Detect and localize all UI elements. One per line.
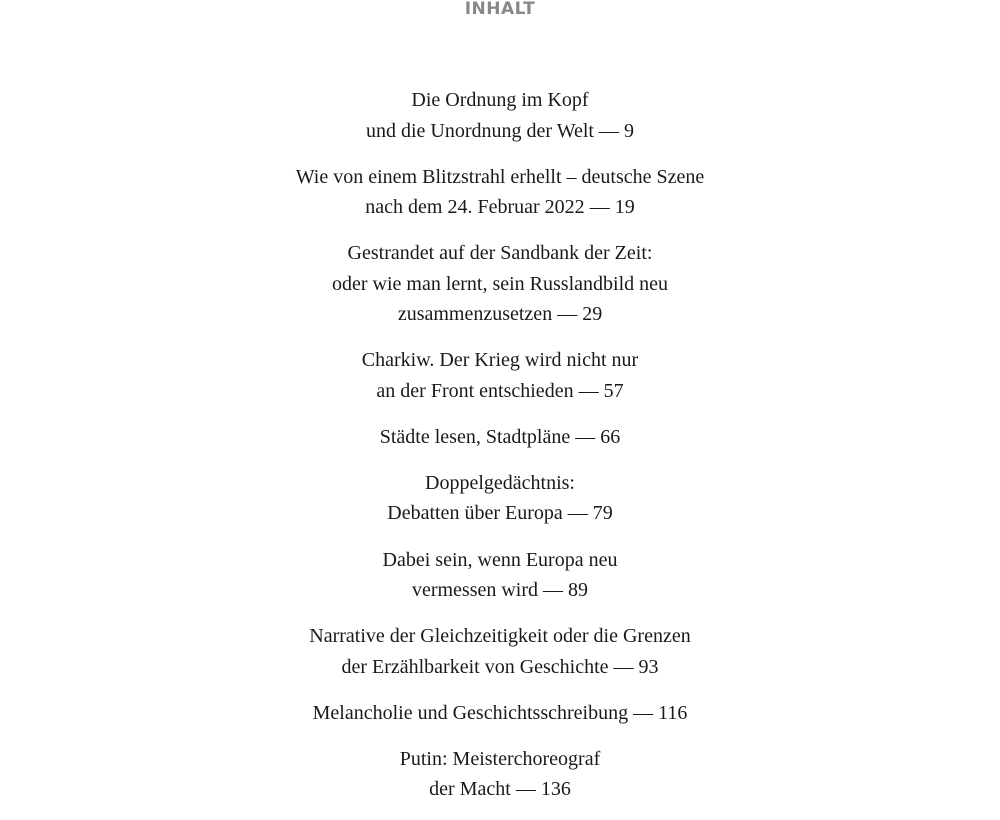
- toc-entry-title-line: [0, 345, 1000, 376]
- toc-entry[interactable]: [0, 238, 1000, 330]
- toc-entry-title-text: der Erzählbarkeit von Geschichte: [341, 655, 609, 678]
- toc-entry-title-line: [0, 545, 1000, 576]
- toc-entry[interactable]: [0, 422, 1000, 453]
- toc-separator: —: [628, 701, 659, 724]
- toc-entry-title-text: Doppelgedächtnis:: [425, 471, 575, 494]
- toc-entry-title-text: Putin: Meisterchoreograf: [399, 747, 601, 770]
- toc-entry-title-text: Melancholie und Geschichtsschreibung: [312, 701, 629, 724]
- page-title: INHALT: [464, 0, 536, 19]
- toc-entry-title-text: zusammenzusetzen: [397, 303, 553, 326]
- toc-page-number: 89: [568, 579, 589, 602]
- toc-separator: —: [573, 379, 604, 402]
- toc-entry-title-line: [0, 498, 1000, 529]
- toc-page-number: 29: [582, 303, 603, 326]
- toc-entry-title-line: [0, 422, 1000, 453]
- toc-entry-title-line: [0, 468, 1000, 499]
- toc-entry-title-text: und die Unordnung der Welt: [366, 119, 599, 142]
- toc-entry-title-line: [0, 116, 1000, 147]
- toc-separator: —: [570, 425, 601, 448]
- toc-page-number: 136: [540, 778, 571, 801]
- toc-page-number: 57: [603, 379, 624, 402]
- toc-entry[interactable]: [0, 545, 1000, 606]
- toc-entry-title-text: nach dem 24. Februar 2022: [365, 196, 585, 219]
- toc-separator: —: [510, 778, 541, 801]
- toc-entry-title-text: vermessen wird: [411, 579, 539, 602]
- toc-entry-title-line: [0, 744, 1000, 775]
- toc-page-number: 93: [638, 655, 659, 678]
- toc-entry-title-text: Narrative der Gleichzeitigkeit oder die Grenzen: [309, 625, 691, 648]
- toc-entry-title-line: [0, 162, 1000, 193]
- toc-page-number: 9: [623, 119, 634, 142]
- toc-page-number: 116: [658, 701, 688, 724]
- toc-page-number: 66: [600, 425, 621, 448]
- toc-entry-title-text: der Macht: [429, 778, 511, 801]
- toc-entry-title-line: [0, 85, 1000, 116]
- toc-page-number: 19: [614, 196, 635, 219]
- toc-separator: —: [562, 502, 593, 525]
- toc-entry-title-line: [0, 238, 1000, 269]
- toc-entry-title-text: Wie von einem Blitzstrahl erhellt – deutsche Szene: [295, 165, 705, 188]
- toc-entry[interactable]: [0, 698, 1000, 729]
- toc-entry-title-line: [0, 652, 1000, 683]
- toc-separator: —: [584, 196, 615, 219]
- toc-separator: —: [598, 119, 624, 142]
- toc-entry[interactable]: [0, 744, 1000, 805]
- table-of-contents: [0, 85, 1000, 820]
- toc-entry-title-line: [0, 621, 1000, 652]
- toc-entry[interactable]: [0, 345, 1000, 406]
- toc-entry-title-text: Dabei sein, wenn Europa neu: [382, 548, 618, 571]
- toc-entry-title-line: [0, 269, 1000, 300]
- toc-entry[interactable]: [0, 85, 1000, 146]
- toc-entry[interactable]: [0, 468, 1000, 529]
- toc-entry-title-line: [0, 192, 1000, 223]
- toc-entry[interactable]: [0, 621, 1000, 682]
- toc-entry-title-text: Die Ordnung im Kopf: [411, 89, 589, 111]
- toc-entry-title-text: an der Front entschieden: [376, 379, 574, 402]
- toc-entry-title-line: [0, 774, 1000, 805]
- toc-entry-title-text: Charkiw. Der Krieg wird nicht nur: [361, 349, 639, 372]
- toc-entry-title-text: Debatten über Europa: [387, 502, 563, 525]
- toc-entry-title-text: oder wie man lernt, sein Russlandbild neu: [331, 272, 669, 295]
- toc-entry-title-line: [0, 299, 1000, 330]
- toc-separator: —: [608, 655, 639, 678]
- toc-entry-title-line: [0, 698, 1000, 729]
- toc-entry[interactable]: [0, 162, 1000, 223]
- toc-entry-title-line: [0, 376, 1000, 407]
- toc-entry-title-line: [0, 575, 1000, 606]
- toc-entry-title-text: Gestrandet auf der Sandbank der Zeit:: [347, 242, 653, 265]
- toc-page-number: 79: [592, 502, 613, 525]
- toc-separator: —: [552, 303, 583, 326]
- toc-separator: —: [538, 579, 569, 602]
- toc-entry-title-text: Städte lesen, Stadtpläne: [379, 425, 571, 448]
